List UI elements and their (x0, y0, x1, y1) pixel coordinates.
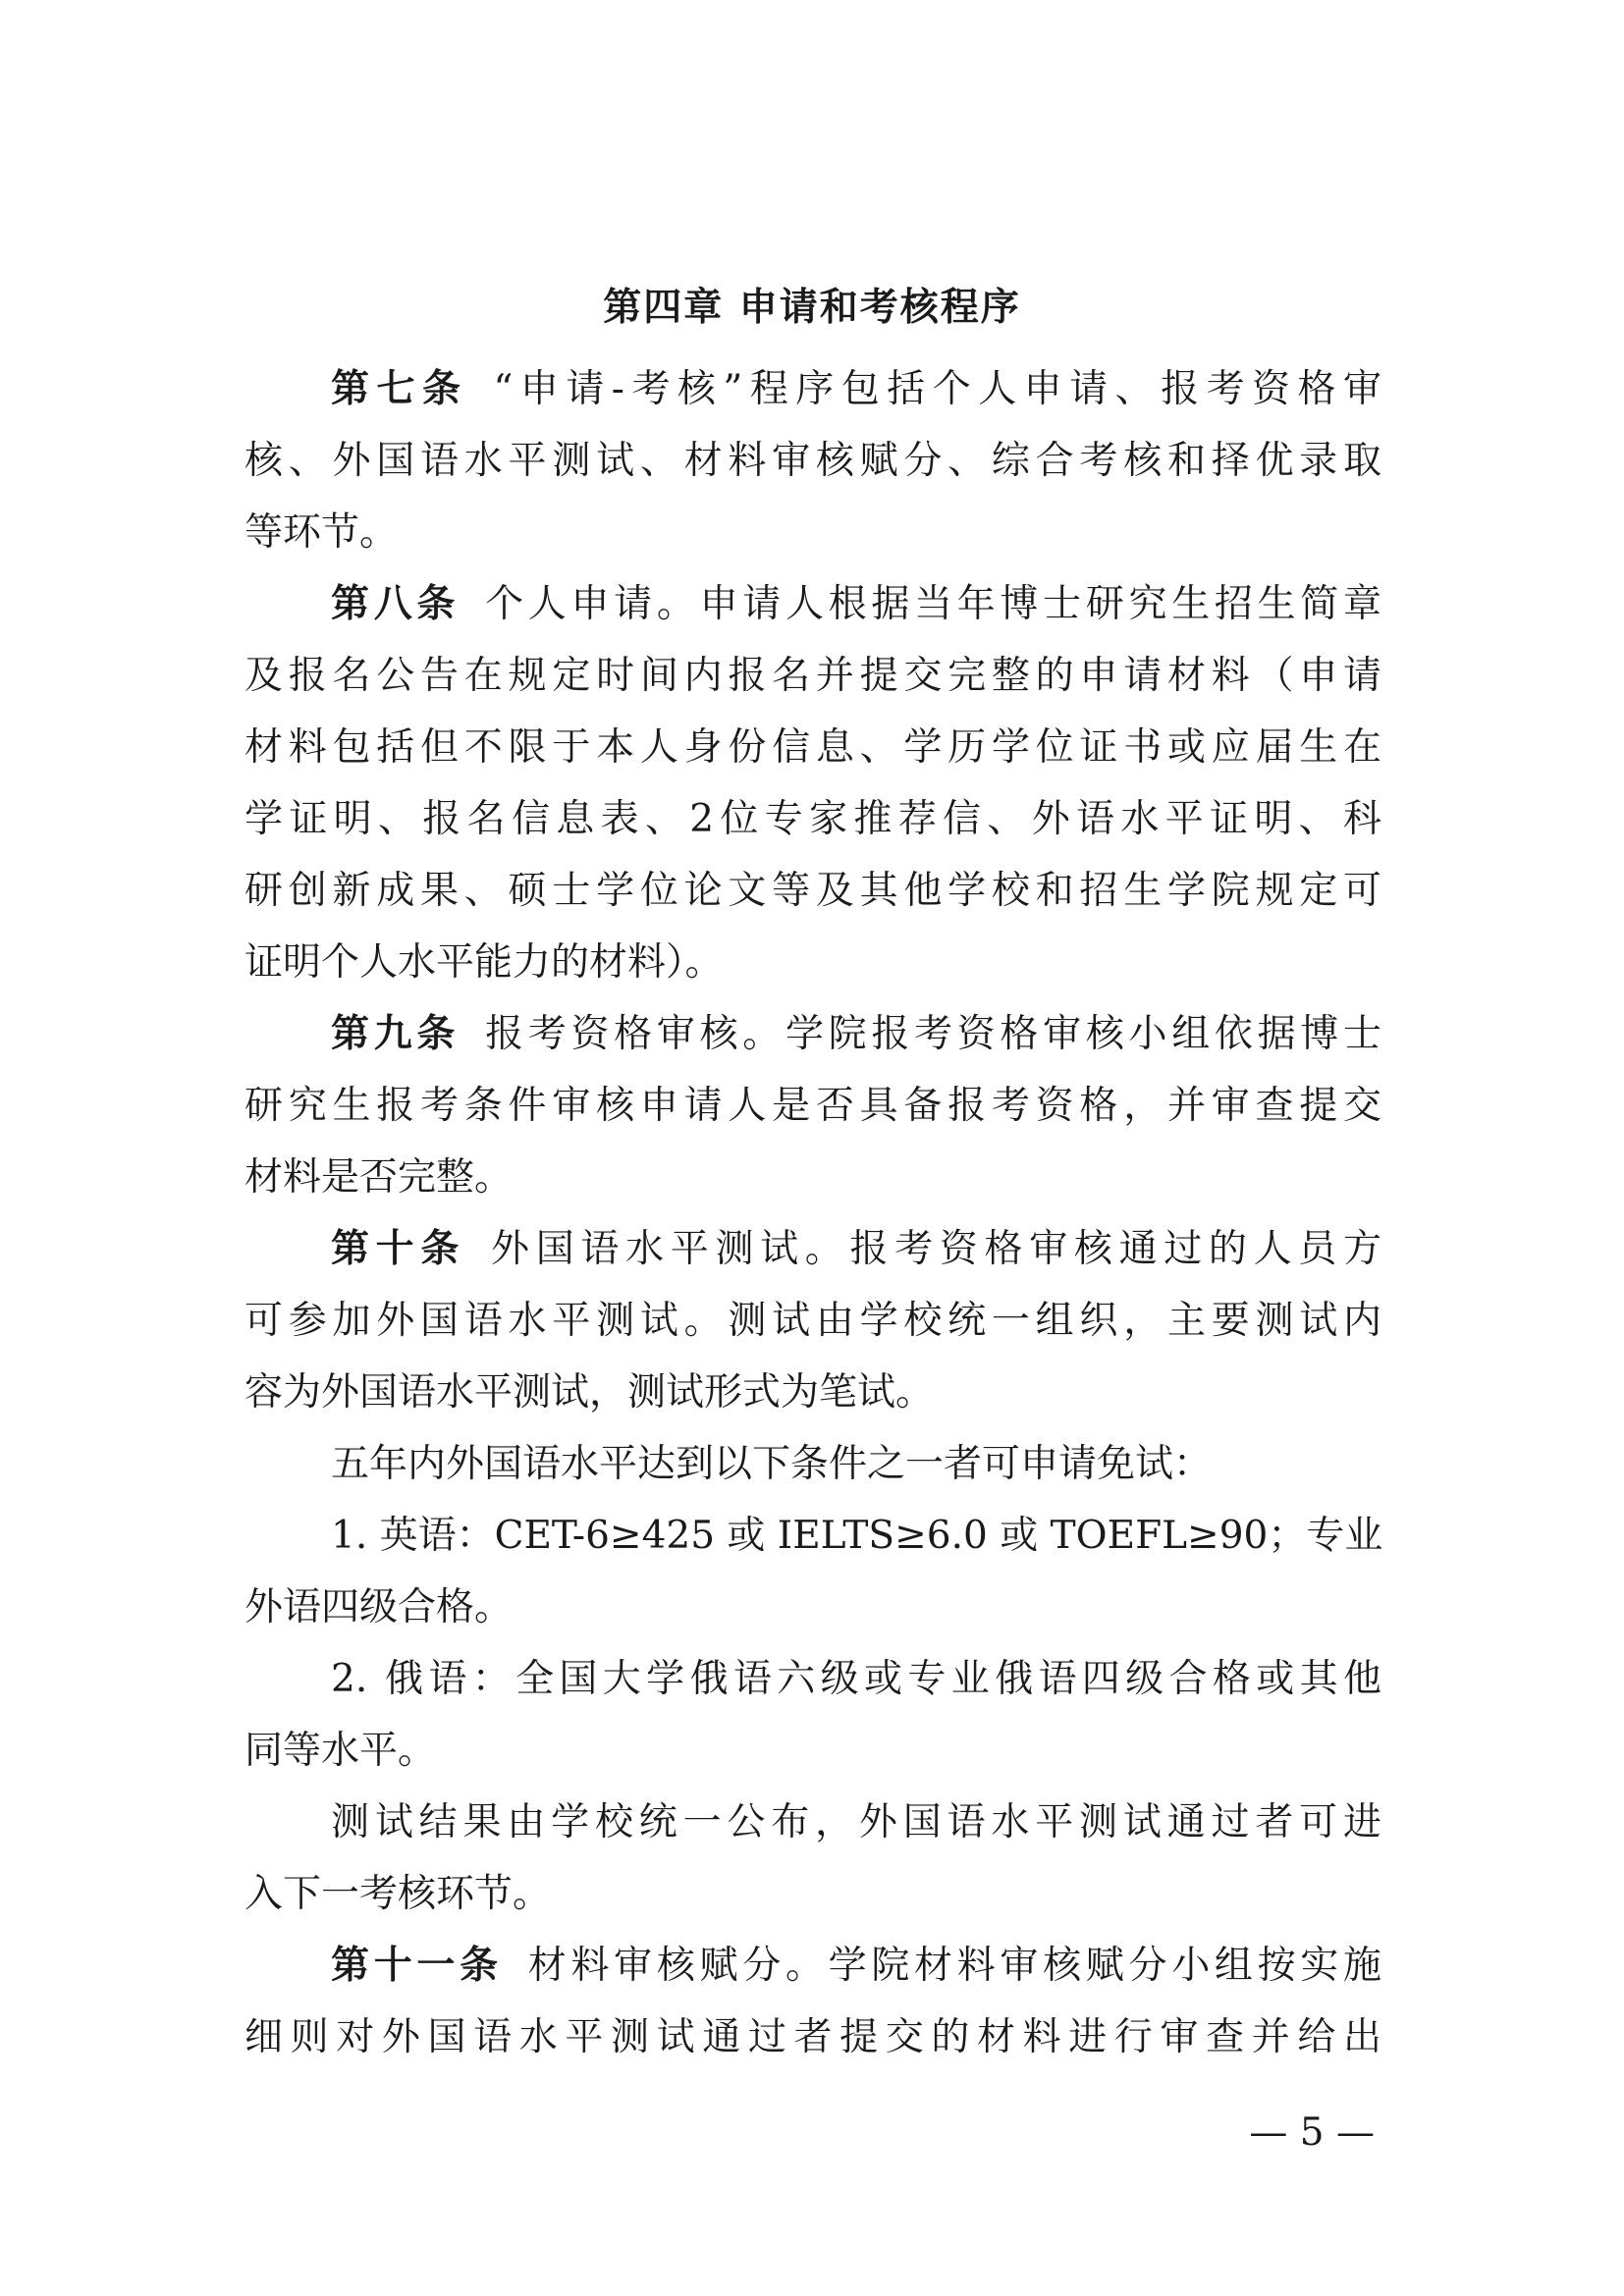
exemption-intro: 五年内外国语水平达到以下条件之一者可申请免试： (331, 1442, 1213, 1486)
article-8-line-3: 材料包括但不限于本人身份信息、学历学位证书或应届生在 (244, 725, 1381, 770)
article-10-line-1 (331, 1220, 1381, 1279)
article-8-line-2: 及报名公告在规定时间内报名并提交完整的申请材料（申请 (244, 654, 1381, 698)
article-7-text-1: “申请-考核”程序包括个人申请、报考资格审 (493, 367, 1381, 411)
article-7-label: 第七条 (331, 367, 468, 411)
article-9-line-2: 研究生报考条件审核申请人是否具备报考资格，并审查提交 (244, 1084, 1381, 1128)
article-9-line-3: 材料是否完整。 (244, 1155, 514, 1200)
exemption-english-line-1: 1. 英语：CET-6≥425 或 IELTS≥6.0 或 TOEFL≥90；专业 (331, 1514, 1383, 1558)
article-8-text-1: 个人申请。申请人根据当年博士研究生招生简章 (485, 582, 1381, 626)
article-11-line-2: 细则对外国语水平测试通过者提交的材料进行审查并给出 (244, 2015, 1381, 2059)
article-11-line-1 (331, 1937, 1381, 1996)
article-11-text-1: 材料审核赋分。学院材料审核赋分小组按实施 (527, 1944, 1381, 1988)
exemption-english-line-2: 外语四级合格。 (244, 1585, 514, 1629)
article-7-line-2: 核、外国语水平测试、材料审核赋分、综合考核和择优录取 (244, 439, 1381, 483)
article-9-line-1 (331, 1005, 1381, 1064)
exemption-russian-line-2: 同等水平。 (244, 1729, 437, 1773)
article-8-line-1 (331, 575, 1381, 634)
article-8-line-5: 研创新成果、硕士学位论文等及其他学校和招生学院规定可 (244, 869, 1381, 913)
article-10-line-3: 容为外国语水平测试，测试形式为笔试。 (244, 1370, 935, 1415)
article-8-line-4: 学证明、报名信息表、2位专家推荐信、外语水平证明、科 (244, 797, 1381, 841)
article-8-label: 第八条 (331, 582, 460, 626)
article-7-line-1 (331, 360, 1381, 419)
test-results-line-2: 入下一考核环节。 (244, 1872, 552, 1916)
article-9-text-1: 报考资格审核。学院报考资格审核小组依据博士 (485, 1012, 1381, 1056)
article-10-text-1: 外国语水平测试。报考资格审核通过的人员方 (491, 1227, 1381, 1271)
exemption-russian-line-1: 2. 俄语：全国大学俄语六级或专业俄语四级合格或其他 (331, 1657, 1381, 1701)
chapter-title: 第四章 申请和考核程序 (603, 286, 1021, 330)
article-10-label: 第十条 (331, 1227, 466, 1271)
test-results-line-1: 测试结果由学校统一公布，外国语水平测试通过者可进 (331, 1800, 1381, 1844)
page-number: — 5 — (1249, 2110, 1375, 2155)
article-7-line-3: 等环节。 (244, 510, 399, 555)
article-10-line-2: 可参加外国语水平测试。测试由学校统一组织，主要测试内 (244, 1299, 1381, 1343)
article-11-label: 第十一条 (331, 1944, 503, 1988)
article-9-label: 第九条 (331, 1012, 460, 1056)
article-8-line-6: 证明个人水平能力的材料）。 (244, 940, 724, 985)
